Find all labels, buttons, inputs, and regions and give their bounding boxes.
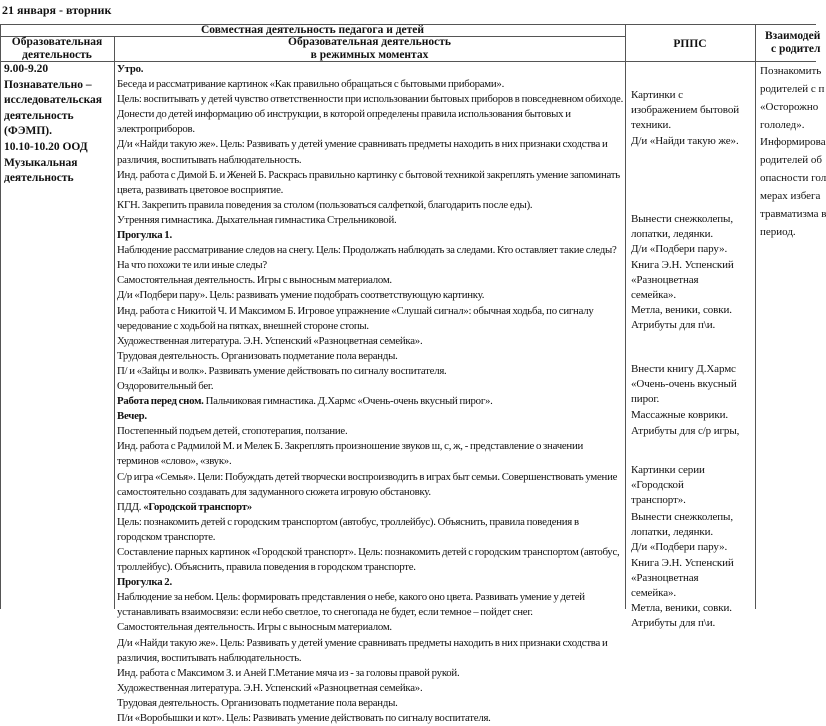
routine-paragraph (117, 545, 625, 575)
activity-line: 10.10-10.20 ООД (4, 140, 88, 153)
routine-paragraph (117, 349, 625, 364)
rpps-line: «Городской (631, 479, 684, 492)
routine-paragraph (117, 273, 625, 288)
routine-paragraph (117, 288, 625, 303)
paragraph-text: Самостоятельная деятельность. Игры с выносным материалом. (117, 274, 392, 287)
paragraph-text: Оздоровительный бег. (117, 379, 214, 392)
paragraph-text: КГН. Закрепить правила поведения за столом (пользоваться салфеткой, благодарить после еды). (117, 198, 533, 211)
paragraph-text: П/ и «Зайцы и волк». Развивать умение действовать по сигналу воспитателя. (117, 364, 447, 377)
routine-paragraph (117, 590, 625, 620)
header-line: с родител (771, 43, 821, 55)
rpps-line: Массажные коврики. (631, 408, 729, 421)
rpps-line: Атрибуты для п\и. (631, 617, 716, 630)
parents-line: период. (760, 226, 796, 238)
routine-paragraph (117, 681, 625, 696)
parents-line: родителей с п (760, 83, 825, 95)
paragraph-heading: «Городской транспорт» (143, 500, 252, 513)
header-parents (765, 30, 821, 56)
rpps-line: Вынести снежколепы, (631, 511, 733, 523)
parents-line: опасности гол (760, 172, 826, 184)
paragraph-text: Утренняя гимнастика. Дыхательная гимнастика Стрельниковой. (117, 213, 397, 226)
rpps-line: семейка». (631, 289, 677, 302)
col-border (0, 24, 1, 609)
paragraph-text: Составление парных картинок «Городской транспорт». Цель: познакомить детей с городским транспортом (автобус, троллейбус). Объяснить, правила поведения в городском транспорте. (117, 546, 620, 574)
routine-paragraph (117, 243, 625, 273)
parents-line: «Осторожно (760, 101, 819, 113)
paragraph-text: Художественная литература. Э.Н. Успенский «Разноцветная семейка». (117, 334, 423, 347)
activity-line: деятельность (4, 109, 74, 122)
paragraph-text: Наблюдение за небом. Цель: формировать представления о небе, какого оно цвета. Развивать умение у детей устанавливать взаимосвязи: если небо светлое, то снегопада не будет, если темное – пойдет снег. (117, 591, 585, 619)
rpps-line: техники. (631, 119, 671, 132)
rpps-line: Книга Э.Н. Успенский (631, 556, 734, 569)
paragraph-text: Художественная литература. Э.Н. Успенский «Разноцветная семейка». (117, 681, 423, 694)
rpps-line: Книга Э.Н. Успенский (631, 258, 734, 271)
rpps-line: пирог. (631, 393, 660, 406)
header-line: Образовательная деятельность (288, 36, 451, 48)
rpps-line: «Разноцветная (631, 273, 699, 286)
routine-paragraph (117, 636, 625, 666)
page-title: 21 января - вторник (2, 3, 112, 17)
routine-paragraph (117, 439, 625, 469)
col-border (625, 24, 626, 609)
parents-line: гололед». (760, 119, 805, 131)
paragraph-heading: Прогулка 2. (117, 576, 172, 589)
paragraph-text: Самостоятельная деятельность. Игры с выносным материалом. (117, 621, 392, 634)
paragraph-heading: Прогулка 1. (117, 229, 172, 242)
paragraph-heading: Вечер. (117, 410, 147, 423)
parents-line: Познакомить (760, 65, 822, 77)
paragraph-text: С/р игра «Семья». Цели: Побуждать детей творчески воспроизводить в играх быт семьи. Совершенствовать умение самостоятельно создавать для задуманного сюжета игровую обстановку. (117, 470, 618, 498)
routine-paragraph (117, 711, 625, 726)
rpps-line: лопатки, ледянки. (631, 526, 714, 539)
rpps-group (631, 362, 756, 423)
routine-paragraph (117, 168, 625, 198)
routine-paragraph (117, 77, 625, 92)
routine-paragraph (117, 364, 625, 379)
rpps-line: Внести книгу Д.Хармс (631, 363, 736, 375)
rpps-group (631, 88, 756, 149)
paragraph-text: Наблюдение рассматривание следов на снегу. Цель: Продолжать наблюдать за следами. Кто оставляет такие следы? На что похожи те или иные следы? (117, 244, 617, 272)
activity-line: (ФЭМП). (4, 125, 53, 138)
rpps-line: семейка». (631, 587, 677, 600)
rpps-line: лопатки, ледянки. (631, 228, 714, 241)
col-border (114, 36, 115, 609)
paragraph-text: Постепенный подъем детей, стопотерапия, ползание. (117, 425, 348, 438)
paragraph-text: Д/и «Подбери пару». Цель: развивать умение подобрать соответствующую картинку. (117, 289, 485, 302)
rpps-line: «Очень-очень вкусный (631, 378, 737, 391)
paragraph-text: Трудовая деятельность. Организовать подметание пола веранды. (117, 696, 398, 709)
rpps-group (631, 212, 756, 334)
rpps-group (631, 424, 756, 439)
routine-paragraph (117, 137, 625, 167)
routine-paragraph (117, 575, 625, 590)
activity-line: исследовательская (4, 94, 102, 107)
routine-paragraph (117, 304, 625, 334)
routine-paragraph (117, 334, 625, 349)
parents-line: Информирова (760, 136, 826, 148)
paragraph-text: Инд. работа с Димой Б. и Женей Б. Раскрась правильно картинку с бытовой техникой закреплять умение запоминать цвета, развивать цветовое восприятие. (117, 168, 620, 196)
paragraph-text: Беседа и рассматривание картинок «Как правильно обращаться с бытовыми приборами». (117, 78, 505, 91)
routine-paragraph (117, 696, 625, 711)
paragraph-text: Пальчиковая гимнастика. Д.Хармс «Очень-очень вкусный пирог». (203, 395, 493, 408)
routine-paragraph (117, 92, 625, 137)
rpps-line: Вынести снежколепы, (631, 213, 733, 225)
header-rpps: РППС (673, 38, 707, 50)
rpps-line: Метла, веники, совки. (631, 304, 732, 317)
paragraph-text: Д/и «Найди такую же». Цель: Развивать у детей умение сравнивать предметы находить в них признаки сходства и различия, воспитывать наблюдательность. (117, 138, 608, 166)
parents-line: мерах избега (760, 190, 821, 202)
routine-paragraph (117, 62, 625, 77)
rpps-line: «Разноцветная (631, 571, 699, 584)
rpps-line: Метла, веники, совки. (631, 602, 732, 615)
rpps-group (631, 510, 756, 632)
parents-group (760, 133, 826, 241)
paragraph-prefix: ПДД. (117, 500, 144, 513)
routine-paragraph (117, 515, 625, 545)
rpps-line: Картинки с (631, 89, 683, 101)
rpps-line: Атрибуты для с/р игры, (631, 425, 740, 437)
rpps-line: транспорт». (631, 494, 686, 507)
routine-paragraph (117, 470, 625, 500)
paragraph-text: Цель: познакомить детей с городским транспортом (автобус, троллейбус). Объяснить, правила поведения в городском транспорте. (117, 515, 579, 543)
routine-paragraph (117, 620, 625, 635)
routine-paragraph (117, 394, 625, 409)
rpps-line: Атрибуты для п\и. (631, 319, 716, 332)
routine-paragraph (117, 500, 625, 515)
routine-column (117, 62, 625, 726)
routine-paragraph (117, 379, 625, 394)
routine-paragraph (117, 409, 625, 424)
header-joint-activity: Совместная деятельность педагога и детей (200, 24, 425, 36)
paragraph-text: Д/и «Найди такую же». Цель: Развивать у детей умение сравнивать предметы находить в них признаки сходства и различия, воспитывать наблюдательность. (117, 636, 608, 664)
paragraph-text: Инд. работа с Радмилой М. и Мелек Б. Закреплять произношение звуков ш, с, ж, - представление о значении терминов «слово», «звук». (117, 440, 583, 468)
activity-column (4, 62, 112, 187)
header-educational-activity: Образовательная деятельность (11, 36, 103, 61)
header-line: Взаимодей (765, 30, 821, 42)
rpps-line: изображением бытовой (631, 104, 740, 117)
paragraph-text: П/и «Воробышки и кот». Цель: Развивать умение действовать по сигналу воспитателя. (117, 712, 491, 725)
activity-line: деятельность (4, 172, 74, 185)
header-routine-activity (114, 36, 625, 62)
activity-line: Познавательно – (4, 78, 92, 91)
paragraph-heading: Утро. (117, 63, 144, 75)
parents-line: травматизма в (760, 208, 826, 220)
paragraph-text: Инд. работа с Никитой Ч. И Максимом Б. Игровое упражнение «Слушай сигнал»: обычная ходьба, по сигналу чередование с ходьбой на пятках, внешней стороне стопы. (117, 304, 594, 332)
activity-line: Музыкальная (4, 156, 78, 169)
parents-line: родителей об (760, 154, 822, 166)
rpps-line: Д/и «Подбери пару». (631, 541, 728, 554)
routine-paragraph (117, 666, 625, 681)
header-line: в режимных моментах (310, 49, 429, 61)
rpps-line: Д/и «Подбери пару». (631, 243, 728, 256)
rpps-line: Картинки серии (631, 464, 705, 476)
rpps-line: Д/и «Найди такую же». (631, 134, 739, 147)
routine-paragraph (117, 213, 625, 228)
paragraph-text: Трудовая деятельность. Организовать подметание пола веранды. (117, 349, 398, 362)
paragraph-text: Цель: воспитывать у детей чувство ответственности при использовании бытовых приборов в повседневном обиходе. Донести до детей информацию об инструкции, в которой определены правила использования бытовых и электроприборов. (117, 93, 624, 136)
paragraph-heading: Работа перед сном. (117, 395, 204, 408)
rpps-group (631, 463, 756, 509)
activity-line: 9.00-9.20 (4, 63, 49, 75)
routine-paragraph (117, 228, 625, 243)
routine-paragraph (117, 424, 625, 439)
parents-group (760, 62, 825, 134)
paragraph-text: Инд. работа с Максимом З. и Аней Г.Метание мяча из - за головы правой рукой. (117, 666, 460, 679)
routine-paragraph (117, 198, 625, 213)
